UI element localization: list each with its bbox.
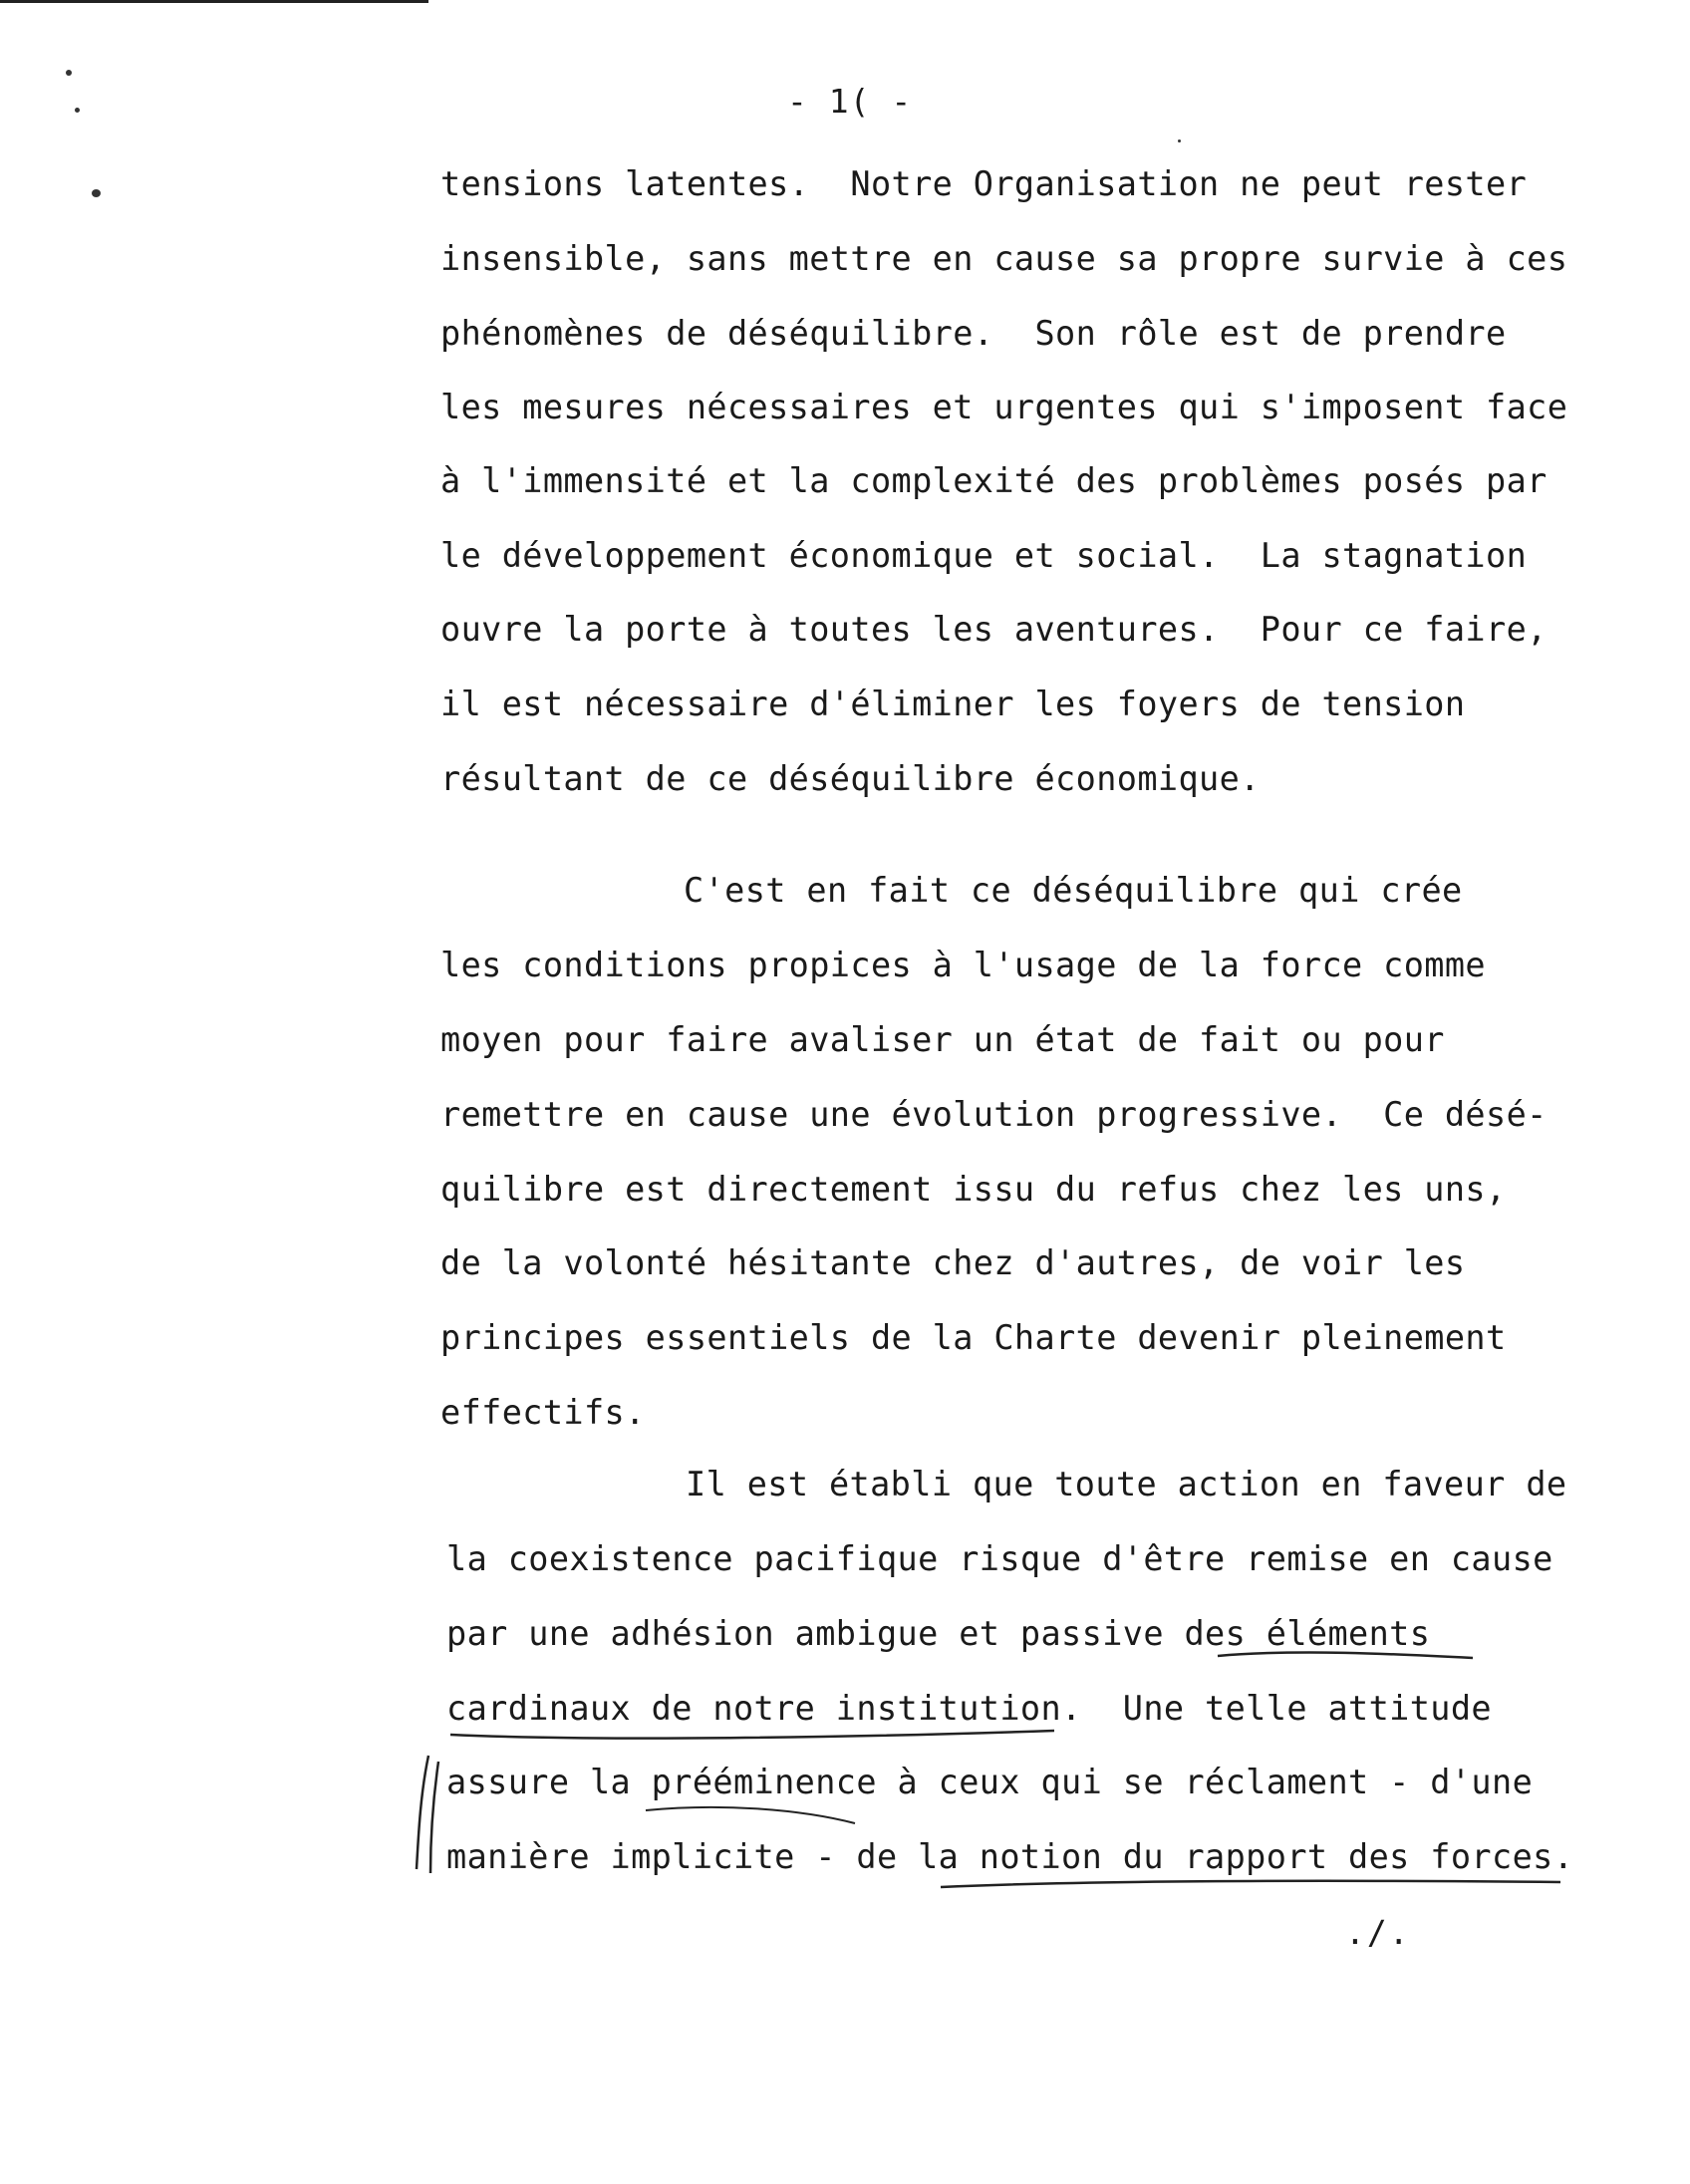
text-line: la coexistence pacifique risque d'être remise en cause	[446, 1539, 1553, 1578]
continuation-mark: ./.	[1345, 1913, 1411, 1952]
text-line: il est nécessaire d'éliminer les foyers de tension	[440, 684, 1466, 723]
text-line: principes essentiels de la Charte devenir pleinement	[440, 1318, 1507, 1357]
text-line: les conditions propices à l'usage de la force comme	[440, 946, 1487, 984]
text-line: à l'immensité et la complexité des problèmes posés par	[440, 461, 1548, 500]
text-line: par une adhésion ambigue et passive des éléments	[446, 1614, 1431, 1653]
text-line: effectifs.	[440, 1393, 646, 1432]
text-line: quilibre est directement issu du refus chez les uns,	[440, 1170, 1507, 1209]
text-line: les mesures nécessaires et urgentes qui s'imposent face	[440, 388, 1568, 426]
text-line: ouvre la porte à toutes les aventures. Pour ce faire,	[440, 610, 1548, 649]
underline-elements	[1218, 1652, 1473, 1658]
text-line: le développement économique et social. La stagnation	[440, 536, 1528, 575]
underline-preeminence	[646, 1807, 855, 1823]
text-line: de la volonté hésitante chez d'autres, de voir les	[440, 1243, 1466, 1282]
text-line: tensions latentes. Notre Organisation ne peut rester	[440, 164, 1528, 203]
text-line: phénomènes de déséquilibre. Son rôle est de prendre	[440, 314, 1507, 353]
underline-rapport-des-forces	[941, 1881, 1560, 1887]
text-line: assure la prééminence à ceux qui se réclament - d'une	[446, 1763, 1534, 1801]
text-line: insensible, sans mettre en cause sa propre survie à ces	[440, 239, 1568, 278]
margin-double-bar	[417, 1756, 438, 1873]
text-line: moyen pour faire avaliser un état de fait ou pour	[440, 1020, 1445, 1059]
text-line: remettre en cause une évolution progressive. Ce désé-	[440, 1095, 1548, 1134]
text-line: manière implicite - de la notion du rapport des forces.	[446, 1837, 1574, 1876]
text-line: résultant de ce déséquilibre économique.	[440, 759, 1261, 798]
text-line: cardinaux de notre institution. Une telle attitude	[446, 1689, 1493, 1728]
text-line: C'est en fait ce déséquilibre qui crée	[684, 871, 1463, 910]
text-line: Il est établi que toute action en faveur de	[686, 1465, 1567, 1503]
page-number: - 1( -	[787, 82, 913, 121]
underline-cardinaux	[450, 1731, 1054, 1739]
